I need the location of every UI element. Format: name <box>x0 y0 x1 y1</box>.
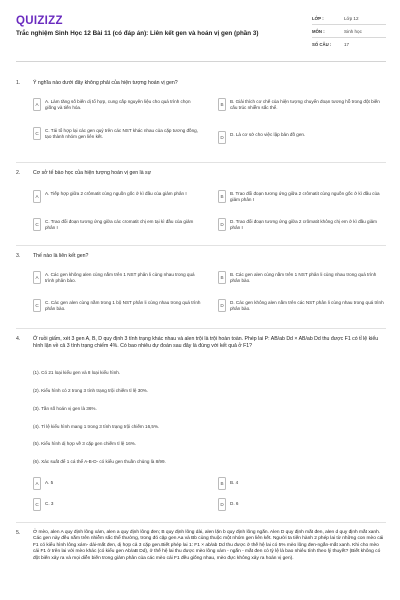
meta-value: Sinh học <box>344 28 362 34</box>
option-text: C. Trao đổi đoạn tương ứng giữa các cromatit chị em tại kì đầu của giảm phân I <box>45 218 194 230</box>
option-d[interactable] <box>218 131 386 144</box>
option-text: C. Tái tổ hợp lại các gen quý trên các NST khác nhau của cặp tương đồng, tạo thành nhóm gen liên kết. <box>45 127 198 139</box>
option-letter-box: D <box>218 498 226 511</box>
option-d[interactable] <box>218 299 386 312</box>
question-divider <box>16 245 386 246</box>
question-text: Thế nào là liên kết gen? <box>33 253 89 259</box>
option-a[interactable] <box>33 477 201 490</box>
statement-3: (3). Tần số hoán vị gen là 36%. <box>33 406 97 411</box>
question-divider <box>16 522 386 523</box>
option-letter-box: B <box>218 271 226 284</box>
option-text: D. 6 <box>230 501 239 506</box>
option-text: B. Các gen alen cùng nằm trên 1 NST phân li cùng nhau trong quá trình phân bào. <box>230 271 377 283</box>
option-letter-box: D <box>218 218 226 231</box>
option-text: D. Trao đổi đoạn tương ứng giữa 2 crômatit không chị em ở kì đầu giảm phân I <box>230 218 378 230</box>
statement-6: (6). Xác suất để 1 cá thể A-B-D- có kiểu gen thuần chủng là 8/99. <box>33 459 166 464</box>
option-letter-box: B <box>218 190 226 203</box>
meta-label: MÔN : <box>312 28 325 34</box>
option-text: B. Giải thích cơ chế của hiện tượng chuyển đoạn tương hỗ trong đột biến cấu trúc nhiễm sắc thể. <box>230 98 380 110</box>
option-c[interactable] <box>33 299 201 312</box>
option-text: B. 4 <box>230 480 239 485</box>
option-text: A. Làm tăng số biến dị tổ hợp, cung cấp nguyên liệu cho quá trình chọn giống và tiến hóa. <box>45 98 191 110</box>
option-text: D. Các gen không alen nằm trên các NST phân li cùng nhau trong quá trình phân bào. <box>230 299 384 311</box>
statement-2: (2). Kiểu hình có 2 trong 3 tính trạng trội chiếm tỉ lệ 30%. <box>33 388 149 393</box>
question-number: 3. <box>16 253 21 259</box>
statement-5: (5). Kiểu hình dị hợp về 3 cặp gen chiếm tỉ lệ 16%. <box>33 441 137 446</box>
meta-label: SỐ CÂU : <box>312 42 332 47</box>
question-number: 5. <box>16 530 21 536</box>
page-title: Trắc nghiệm Sinh Học 12 Bài 11 (có đáp án): Liên kết gen và hoán vị gen (phần 3) <box>16 30 259 37</box>
meta-value: Lớp 12 <box>344 15 359 21</box>
question-text: Ở mèo, alen A quy định lông xám, alen a quy định lông đen; B quy định lông dài, alen lặn b quy định lông ngắn. Alen D quy định mắt đen, alen d quy định mắt xanh. Các gen này đều nằm trên nhiễm sắc thể thường, trong đó cặp gen Aa và Bb cùng thuộc một nhóm gen liên kết. Người ta tiến hành 2 phép lai từ những con mèo cái F1 có kiểu hình lông xám- dài-mắt đen, dị hợp cả 3 cặp gen.Biết phép lai 1: F1 × ab/ab Dd thu được ở thế hệ lai có 5% mèo lông đen-ngắn-mắt xanh. Khi cho mèo cái F1 ở trên lai với mèo khác (có kiểu gen Ab/aB Dd), ở thế hệ lai thu được mèo lông xám - ngắn - mắt đen có tỷ lệ là bao nhiêu tính theo lý thuyết? (Biết không có đột biến xảy ra và mọi diễn biến trong giảm phân của các mèo cái F1 đều giống nhau, mèo đực không xảy ra hoán vị gen). <box>33 530 384 561</box>
meta-row-subject <box>312 25 386 38</box>
option-letter-box: C <box>33 127 41 140</box>
option-text: A. 5 <box>45 480 54 485</box>
meta-value: 17 <box>344 42 350 47</box>
statement-1: (1). Có 21 loại kiểu gen và 8 loại kiểu hình. <box>33 370 121 375</box>
option-letter-box: A <box>33 271 41 284</box>
option-text: C. Các gen alen cùng nằm trong 1 bộ NST phân li cùng nhau trong quá trình phân bào. <box>45 299 201 311</box>
question-divider <box>16 162 386 163</box>
option-c[interactable] <box>33 498 201 511</box>
option-d[interactable] <box>218 498 386 511</box>
option-text: A. Tiếp hợp giữa 2 crômatit cùng nguồn gốc ở kì đầu của giảm phân I <box>45 190 187 196</box>
header-divider <box>16 61 386 62</box>
option-letter-box: B <box>218 477 226 490</box>
option-b[interactable] <box>218 98 386 111</box>
question-text: Cơ sở tế bào học của hiện tượng hoán vị gen là sự <box>33 170 152 176</box>
option-b[interactable] <box>218 271 386 284</box>
option-b[interactable] <box>218 477 386 490</box>
option-a[interactable] <box>33 98 201 111</box>
option-letter-box: A <box>33 477 41 490</box>
option-c[interactable] <box>33 127 201 140</box>
option-letter-box: B <box>218 98 226 111</box>
option-d[interactable] <box>218 218 386 231</box>
statement-4: (4). Tỉ lệ kiểu hình mang 1 trong 3 tính trạng trội chiếm 16,5%. <box>33 424 160 429</box>
option-letter-box: A <box>33 98 41 111</box>
option-letter-box: D <box>218 131 226 144</box>
question-divider <box>16 328 386 329</box>
option-a[interactable] <box>33 190 201 203</box>
question-number: 2. <box>16 170 21 176</box>
option-letter-box: C <box>33 218 41 231</box>
quizizz-logo: QUIZIZZ <box>16 15 63 27</box>
meta-row-count <box>312 38 386 51</box>
option-letter-box: C <box>33 498 41 511</box>
option-a[interactable] <box>33 271 201 284</box>
meta-label: LỚP : <box>312 15 324 21</box>
meta-row-grade <box>312 12 386 25</box>
question-text: Ý nghĩa nào dưới đây không phải của hiện tượng hoán vị gen? <box>33 80 178 86</box>
option-letter-box: A <box>33 190 41 203</box>
option-c[interactable] <box>33 218 201 231</box>
meta-table <box>312 12 386 51</box>
option-b[interactable] <box>218 190 386 203</box>
option-text: B. Trao đổi đoạn tương ứng giữa 2 crômatit cùng nguồn gốc ở kì đầu của giảm phân I <box>230 190 380 202</box>
option-letter-box: C <box>33 299 41 312</box>
question-text: Ở ruồi giấm, xét 3 gen A, B, D quy định 3 tính trạng khác nhau và alen trội là trội hoàn toàn. Phép lai P: AB/ab Dd × AB/ab Dd thu được F1 có tỉ lệ kiểu hình lặn về cả 3 tính trạng chiếm 4%. Có bao nhiêu dự đoán sau đây là đúng với kết quả ở F1? <box>33 336 379 349</box>
option-text: A. Các gen không alen cùng nằm trên 1 NST phân li cùng nhau trong quá trình phân bào. <box>45 271 195 283</box>
option-text: D. Là cơ sở cho việc lập bản đồ gen. <box>230 131 306 137</box>
option-letter-box: D <box>218 299 226 312</box>
option-text: C. 3 <box>45 501 54 506</box>
question-number: 4. <box>16 336 21 342</box>
question-number: 1. <box>16 80 21 86</box>
